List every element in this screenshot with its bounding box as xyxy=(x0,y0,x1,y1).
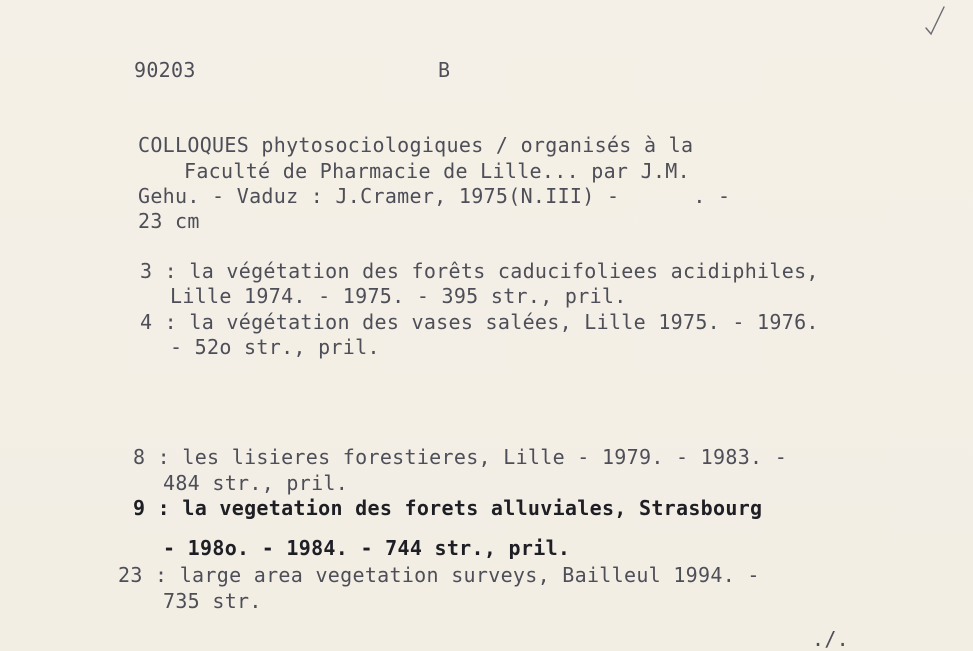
volume-4-line-2: - 52o str., pril. xyxy=(170,335,380,359)
volume-3-line-1: 3 : la végétation des forêts caducifoliees acidiphiles, xyxy=(140,259,819,283)
entry-line-3: Gehu. - Vaduz : J.Cramer, 1975(N.III) - . - xyxy=(138,184,731,208)
volume-8-line-2: 484 str., pril. xyxy=(163,471,349,495)
volume-3-line-2: Lille 1974. - 1975. - 395 str., pril. xyxy=(170,284,627,308)
volume-9-line-2: - 198o. - 1984. - 744 str., pril. xyxy=(163,536,571,560)
volume-8-line-1: 8 : les lisieres forestieres, Lille - 1979. - 1983. - xyxy=(133,445,788,469)
entry-line-4: 23 cm xyxy=(138,209,200,233)
entry-line-1: COLLOQUES phytosociologiques / organisés à la xyxy=(138,133,694,157)
continued-marker: ./. xyxy=(812,627,850,651)
volume-4-line-1: 4 : la végétation des vases salées, Lille 1975. - 1976. xyxy=(140,310,819,334)
volume-9-line-1: 9 : la vegetation des forets alluviales, Strasbourg xyxy=(133,496,763,520)
volume-23-line-1: 23 : large area vegetation surveys, Bailleul 1994. - xyxy=(118,563,760,587)
check-mark-icon xyxy=(922,4,948,38)
card-number: 90203 xyxy=(134,58,196,82)
card-letter: B xyxy=(438,58,451,82)
entry-line-2: Faculté de Pharmacie de Lille... par J.M. xyxy=(184,159,690,183)
volume-23-line-2: 735 str. xyxy=(163,589,262,613)
